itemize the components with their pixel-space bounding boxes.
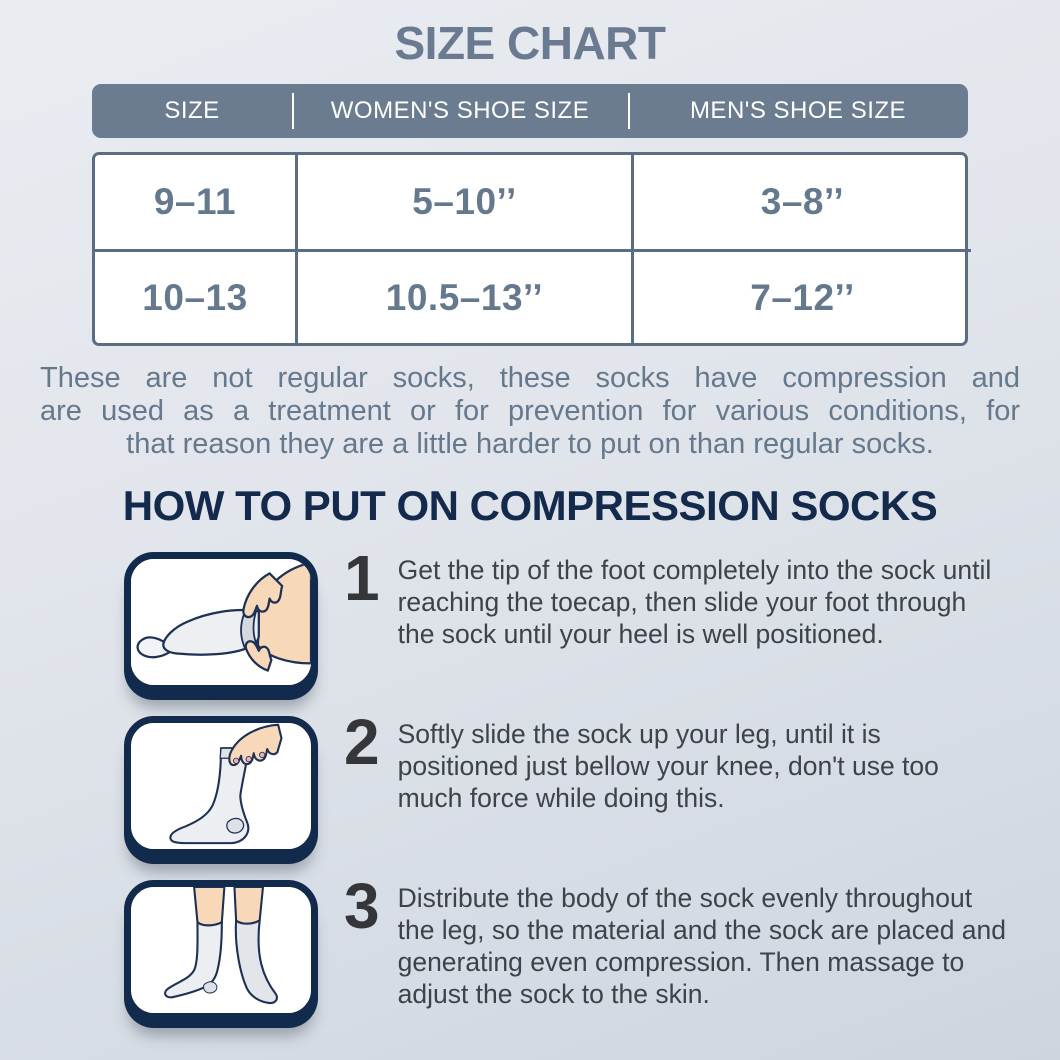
size-table-header-womens: WOMEN'S SHOE SIZE — [292, 97, 628, 125]
step-3 — [124, 870, 1008, 1020]
size-cell: 10–13 — [142, 276, 248, 318]
size-cell: 9–11 — [153, 181, 237, 222]
size-table — [92, 152, 968, 346]
step-2-text: Softly slide the sock up your leg, until it is positioned just bellow your knee, don't use too much force while doing this. — [397, 719, 939, 813]
step-1-text: Get the tip of the foot completely into the sock until reaching the toecap, then slide your foot through the sock until your heel is well positioned. — [397, 555, 992, 649]
step-3-illustration-frame — [124, 880, 318, 1020]
size-table-row — [95, 155, 971, 249]
page-title: SIZE CHART — [394, 17, 666, 69]
womens-size-cell: 10.5–13’’ — [295, 252, 631, 343]
intro-line: These are not regular socks, these socks have compression and — [40, 362, 1020, 394]
step-1-number: 1 — [344, 542, 380, 614]
step-2 — [124, 706, 1008, 856]
size-table-row — [95, 249, 971, 343]
mens-size-cell: 3–8’’ — [631, 155, 971, 249]
womens-size-cell: 5–10’’ — [295, 155, 631, 249]
step-3-text: Distribute the body of the sock evenly throughout the leg, so the material and the sock are placed and generating even compression. Then massage to adjust the sock to the skin. — [397, 883, 1007, 1009]
hands-pulling-sock-onto-foot-icon — [131, 559, 311, 685]
hands-sliding-sock-up-calf-icon — [131, 723, 311, 849]
step-2-illustration-frame — [124, 716, 318, 856]
intro-line: that reason they are a little harder to put on than regular socks. — [126, 428, 934, 460]
size-table-header-mens: MEN'S SHOE SIZE — [628, 97, 968, 125]
legs-wearing-knee-high-socks-icon — [131, 887, 311, 1013]
size-table-header-bar — [92, 84, 968, 138]
step-1 — [124, 542, 1008, 692]
intro-line: are used as a treatment or for prevention for various conditions, for — [40, 395, 1020, 427]
how-to-heading: HOW TO PUT ON COMPRESSION SOCKS — [122, 482, 938, 529]
step-3-number: 3 — [344, 870, 380, 942]
mens-size-cell: 7–12’’ — [631, 252, 971, 343]
size-table-header-size: SIZE — [164, 97, 220, 124]
intro-paragraph — [40, 362, 1020, 461]
step-1-illustration-frame — [124, 552, 318, 692]
step-2-number: 2 — [344, 706, 380, 778]
